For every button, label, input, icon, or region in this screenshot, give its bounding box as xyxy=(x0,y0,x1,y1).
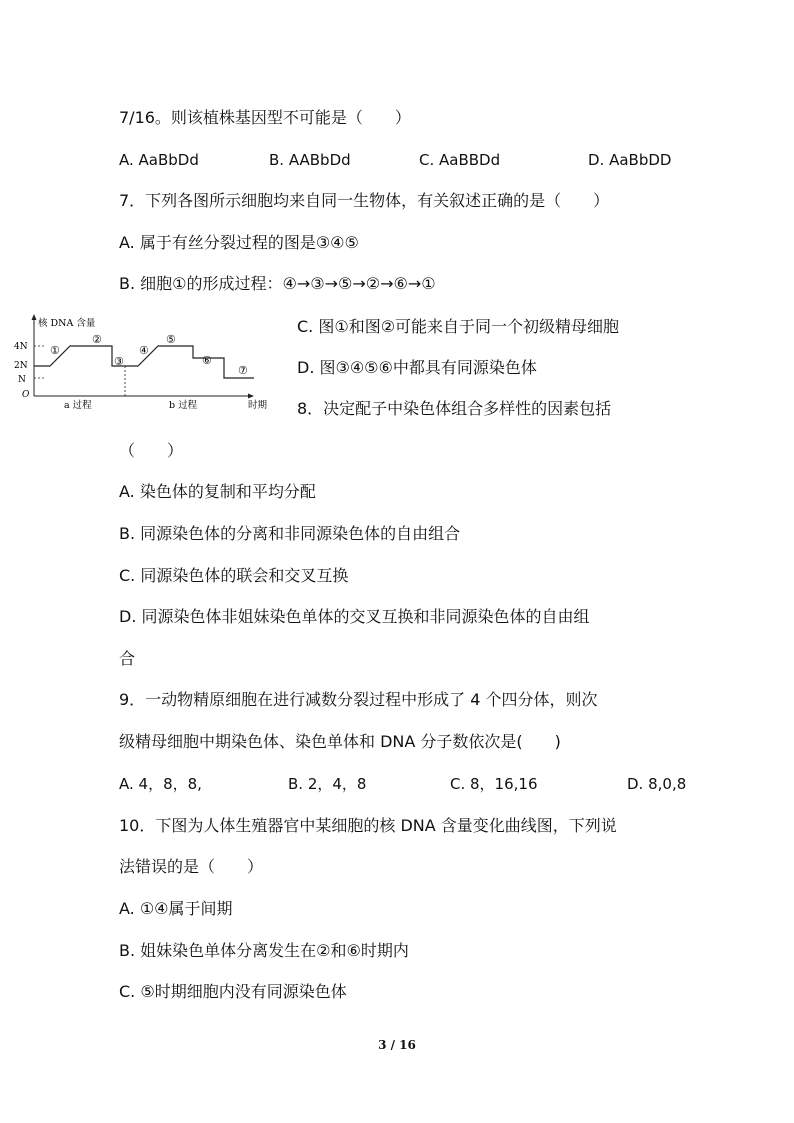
q10-stem-line2: 法错误的是（ ） xyxy=(119,857,264,876)
q9-stem-line2: 级精母细胞中期染色体、染色单体和 DNA 分子数依次是( ) xyxy=(119,732,561,751)
q10-stem-line1: 10．下图为人体生殖器官中某细胞的核 DNA 含量变化曲线图，下列说 xyxy=(119,816,617,835)
process-b-label: b 过程 xyxy=(169,400,198,411)
q8-paren: （ ） xyxy=(119,441,184,460)
stage-2: ② xyxy=(92,333,102,346)
q9-stem-line1: 9．一动物精原细胞在进行减数分裂过程中形成了 4 个四分体，则次 xyxy=(119,690,598,709)
q10-option-a: A. ①④属于间期 xyxy=(119,899,233,918)
y-axis-label: 核 DNA 含量 xyxy=(38,318,96,329)
q7-option-c: C. 图①和图②可能来自于同一个初级精母细胞 xyxy=(297,317,620,336)
q6-stem-tail: 7/16。则该植株基因型不可能是（ ） xyxy=(119,108,411,127)
stage-6: ⑥ xyxy=(202,354,212,367)
q8-option-d-line2: 合 xyxy=(119,649,136,668)
stage-3: ③ xyxy=(114,355,124,368)
q8-option-a: A. 染色体的复制和平均分配 xyxy=(119,482,316,501)
tick-origin: O xyxy=(22,390,30,400)
stage-1: ① xyxy=(50,344,60,357)
q10-option-c: C. ⑤时期细胞内没有同源染色体 xyxy=(119,982,347,1001)
q7-option-d: D. 图③④⑤⑥中都具有同源染色体 xyxy=(297,358,537,377)
q6-option-c: C. AaBBDd xyxy=(419,151,501,169)
q8-option-b: B. 同源染色体的分离和非同源染色体的自由组合 xyxy=(119,524,461,543)
process-a-label: a 过程 xyxy=(64,400,92,411)
q6-option-a: A. AaBbDd xyxy=(119,151,199,169)
q9-option-a: A. 4，8，8, xyxy=(119,775,202,793)
q7-stem: 7．下列各图所示细胞均来自同一生物体，有关叙述正确的是（ ） xyxy=(119,191,610,210)
q6-option-b: B. AABbDd xyxy=(269,151,351,169)
q9-option-b: B. 2，4，8 xyxy=(288,775,367,793)
q8-stem: 8．决定配子中染色体组合多样性的因素包括 xyxy=(297,399,612,418)
tick-2n: 2N xyxy=(14,361,28,371)
stage-4: ④ xyxy=(139,344,149,357)
dna-content-graph xyxy=(12,312,284,412)
q8-option-d-line1: D. 同源染色体非姐妹染色单体的交叉互换和非同源染色体的自由组 xyxy=(119,607,590,626)
q9-option-c: C. 8，16,16 xyxy=(450,775,538,793)
x-axis-arrow xyxy=(248,394,254,399)
q6-option-d: D. AaBbDD xyxy=(588,151,672,169)
stage-7: ⑦ xyxy=(238,364,248,377)
y-axis-arrow xyxy=(32,314,37,320)
q7-option-a: A. 属于有丝分裂过程的图是③④⑤ xyxy=(119,233,359,252)
q10-option-b: B. 姐妹染色单体分离发生在②和⑥时期内 xyxy=(119,941,409,960)
tick-4n: 4N xyxy=(14,342,28,352)
q7-option-b: B. 细胞①的形成过程：④→③→⑤→②→⑥→① xyxy=(119,274,436,293)
q9-option-d: D. 8,0,8 xyxy=(627,775,687,793)
x-axis-label: 时期 xyxy=(248,400,268,411)
page-number: 3 / 16 xyxy=(378,1038,416,1052)
q8-option-c: C. 同源染色体的联会和交叉互换 xyxy=(119,566,349,585)
stage-5: ⑤ xyxy=(166,333,176,346)
tick-n: N xyxy=(18,375,26,385)
